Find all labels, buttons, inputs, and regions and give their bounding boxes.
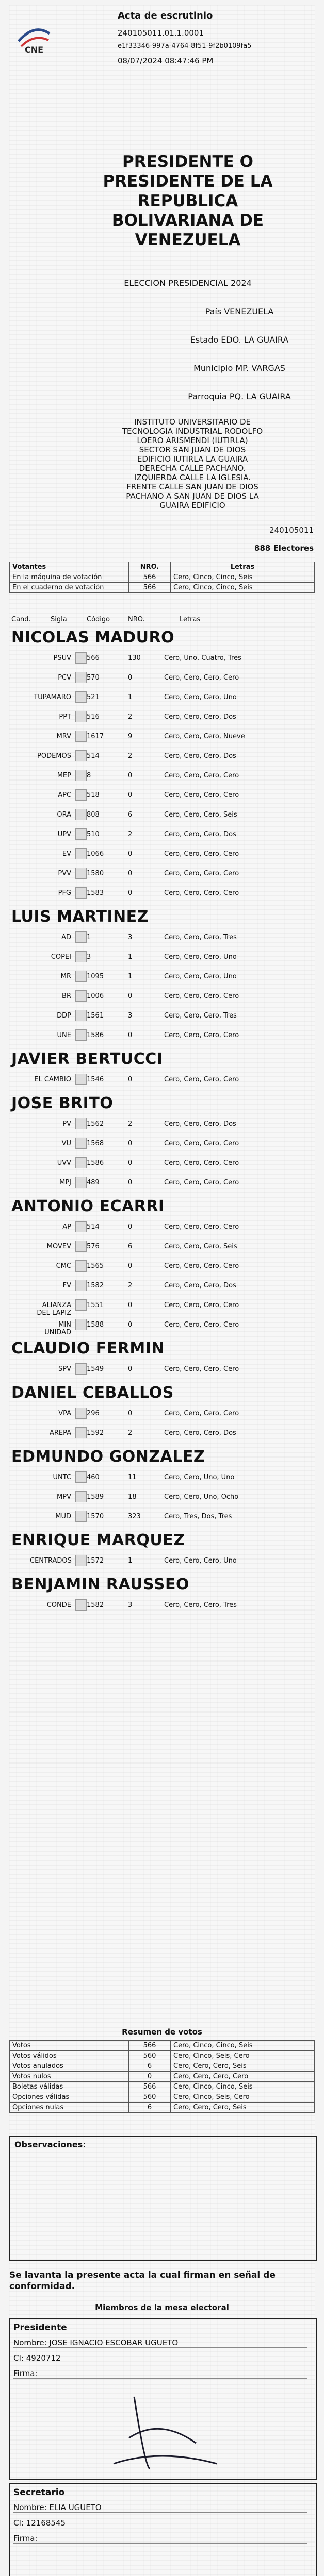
candidate-party-row: MUD 1570 323 Cero, Tres, Dos, Tres [9, 1507, 315, 1527]
signature-ci: CI: 4920712 [13, 2353, 307, 2363]
party-logo-icon [75, 1241, 87, 1252]
table-row: Votos anulados 6 Cero, Cero, Cero, Seis [10, 2061, 315, 2072]
candidate-party-row: SPV 1549 0 Cero, Cero, Cero, Cero [9, 1360, 315, 1380]
voters-table [9, 562, 315, 593]
party-logo-icon [75, 1319, 87, 1330]
candidate-party-row: COPEI 3 1 Cero, Cero, Cero, Uno [9, 948, 315, 968]
candidate-party-row: EL CAMBIO 1546 0 Cero, Cero, Cero, Cero [9, 1071, 315, 1090]
candidate-party-row: PCV 570 0 Cero, Cero, Cero, Cero [9, 669, 315, 688]
signature-role: Presidente [13, 2323, 307, 2333]
parish: Parroquia PQ. LA GUAIRA [188, 392, 291, 401]
document-title: Acta de escrutinio [118, 10, 213, 21]
table-row: Opciones nulas 6 Cero, Cero, Cero, Seis [10, 2103, 315, 2113]
party-logo-icon [75, 848, 87, 859]
candidate-party-row: MR 1095 1 Cero, Cero, Cero, Uno [9, 968, 315, 987]
party-logo-icon [75, 750, 87, 761]
party-logo-icon [75, 1280, 87, 1291]
candidate-party-row: MRV 1617 9 Cero, Cero, Cero, Nueve [9, 727, 315, 747]
candidate-name: JAVIER BERTUCCI [11, 1050, 163, 1068]
acta-code: 240105011.01.1.0001 [118, 28, 204, 38]
voting-center-address: INSTITUTO UNIVERSITARIO DE TECNOLOGIA INDUSTRIAL RODOLFO LOERO ARISMENDI (IUTIRLA) SECTOR SAN JUAN DE DIOS EDIFICIO IUTIRLA LA GUAIRA DERECHA CALLE PACHANO. IZQUIERDA CALLE LA IGLESIA. FRENTE CALLE SAN JUAN DE DIOS PACHANO A SAN JUAN DE DIOS LA GUAIRA EDIFICIO [122, 417, 263, 510]
candidate-party-row: PSUV 566 130 Cero, Uno, Cuatro, Tres [9, 649, 315, 669]
party-logo-icon [75, 1221, 87, 1232]
candidate-party-row: APC 518 0 Cero, Cero, Cero, Cero [9, 786, 315, 806]
candidate-party-row: CENTRADOS 1572 1 Cero, Cero, Cero, Uno [9, 1552, 315, 1571]
candidate-party-row: BR 1006 0 Cero, Cero, Cero, Cero [9, 987, 315, 1007]
party-logo-icon [75, 1177, 87, 1188]
signature-block [9, 2483, 317, 2576]
signature-role: Secretario [13, 2487, 307, 2498]
party-logo-icon [75, 990, 87, 1002]
candidate-party-row: CMC 1565 0 Cero, Cero, Cero, Cero [9, 1257, 315, 1277]
candidate-party-row: UVV 1586 0 Cero, Cero, Cero, Cero [9, 1154, 315, 1174]
party-logo-icon [75, 711, 87, 722]
table-row: Votos nulos 0 Cero, Cero, Cero, Cero [10, 2072, 315, 2082]
candidate-name: DANIEL CEBALLOS [11, 1384, 174, 1402]
party-logo-icon [75, 691, 87, 703]
candidate-party-row: DDP 1561 3 Cero, Cero, Cero, Tres [9, 1007, 315, 1026]
candidate-name: LUIS MARTINEZ [11, 908, 149, 926]
party-logo-icon [75, 789, 87, 801]
candidate-party-row: VPA 296 0 Cero, Cero, Cero, Cero [9, 1404, 315, 1424]
candidate-party-row: PODEMOS 514 2 Cero, Cero, Cero, Dos [9, 747, 315, 767]
candidate-party-row: MIN UNIDAD 1588 0 Cero, Cero, Cero, Cero [9, 1316, 315, 1335]
party-logo-icon [75, 868, 87, 879]
candidate-party-row: ORA 808 6 Cero, Cero, Cero, Seis [9, 806, 315, 825]
handwritten-signature [83, 2551, 237, 2576]
candidate-party-row: PPT 516 2 Cero, Cero, Cero, Dos [9, 708, 315, 727]
signature-firma-label: Firma: [13, 2369, 307, 2379]
candidate-party-row: MPV 1589 18 Cero, Cero, Uno, Ocho [9, 1488, 315, 1507]
candidate-party-row: UNTC 460 11 Cero, Cero, Uno, Uno [9, 1468, 315, 1488]
party-logo-icon [75, 1427, 87, 1438]
party-logo-icon [75, 931, 87, 943]
party-logo-icon [75, 1299, 87, 1311]
candidate-party-row: MPJ 489 0 Cero, Cero, Cero, Cero [9, 1174, 315, 1193]
party-logo-icon [75, 828, 87, 840]
table-row: En el cuaderno de votación 566 Cero, Cinco, Cinco, Seis [10, 583, 315, 593]
candidate-party-row: ALIANZA DEL LAPIZ 1551 0 Cero, Cero, Cero, Cero [9, 1296, 315, 1316]
acta-document [9, 5, 315, 2576]
municipality: Municipio MP. VARGAS [193, 363, 285, 373]
candidates-header: Cand. Sigla Código NRO. Letras [9, 616, 315, 626]
party-logo-icon [75, 809, 87, 820]
closing-text: Se lavanta la presente acta la cual firman en señal de conformidad. [9, 2270, 276, 2292]
acta-uuid: e1f33346-997a-4764-8f51-9f2b0109fa5 [118, 42, 252, 50]
signature-name: Nombre: JOSE IGNACIO ESCOBAR UGUETO [13, 2338, 307, 2348]
table-row: Votos 566 Cero, Cinco, Cinco, Seis [10, 2041, 315, 2051]
candidate-party-row: VU 1568 0 Cero, Cero, Cero, Cero [9, 1134, 315, 1154]
party-logo-icon [75, 770, 87, 781]
party-logo-icon [75, 1471, 87, 1483]
party-logo-icon [75, 887, 87, 899]
electors-count: 888 Electores [254, 544, 314, 553]
candidate-name: NICOLAS MADURO [11, 629, 175, 647]
candidate-party-row: AP 514 0 Cero, Cero, Cero, Cero [9, 1218, 315, 1238]
acta-timestamp: 08/07/2024 08:47:46 PM [118, 56, 214, 65]
candidate-name: CLAUDIO FERMIN [11, 1340, 165, 1358]
candidate-party-row: AD 1 3 Cero, Cero, Cero, Tres [9, 928, 315, 948]
party-logo-icon [75, 1260, 87, 1272]
party-logo-icon [75, 1491, 87, 1502]
party-logo-icon [75, 1138, 87, 1149]
voters-table-header: Votantes NRO. Letras [10, 562, 315, 572]
candidate-name: JOSE BRITO [11, 1094, 114, 1112]
logo-text: CNE [25, 45, 44, 55]
table-row: Opciones válidas 560 Cero, Cinco, Seis, Cero [10, 2092, 315, 2103]
candidate-party-row: CONDE 1582 3 Cero, Cero, Cero, Tres [9, 1596, 315, 1616]
table-row: En la máquina de votación 566 Cero, Cinco, Cinco, Seis [10, 572, 315, 583]
handwritten-signature [83, 2386, 237, 2474]
candidate-party-row: EV 1066 0 Cero, Cero, Cero, Cero [9, 845, 315, 865]
cne-logo [13, 21, 55, 57]
party-logo-icon [75, 1408, 87, 1419]
candidate-party-row: TUPAMARO 521 1 Cero, Cero, Cero, Uno [9, 688, 315, 708]
candidate-name: ENRIQUE MARQUEZ [11, 1531, 185, 1549]
state: Estado EDO. LA GUAIRA [190, 335, 289, 345]
signature-ci: CI: 12168545 [13, 2518, 307, 2528]
party-logo-icon [75, 1010, 87, 1021]
candidate-name: EDMUNDO GONZALEZ [11, 1448, 205, 1466]
party-logo-icon [75, 1511, 87, 1522]
country: País VENEZUELA [205, 307, 274, 316]
candidate-name: BENJAMIN RAUSSEO [11, 1575, 190, 1594]
candidate-party-row: PFG 1583 0 Cero, Cero, Cero, Cero [9, 884, 315, 904]
party-logo-icon [75, 672, 87, 683]
party-logo-icon [75, 731, 87, 742]
candidate-party-row: AREPA 1592 2 Cero, Cero, Cero, Dos [9, 1424, 315, 1444]
party-logo-icon [75, 951, 87, 962]
observations-label: Observaciones: [14, 2140, 86, 2149]
election-name: ELECCION PRESIDENCIAL 2024 [124, 278, 252, 288]
table-row: Votos válidos 560 Cero, Cinco, Seis, Cero [10, 2051, 315, 2061]
party-logo-icon [75, 1363, 87, 1375]
election-title: PRESIDENTE O PRESIDENTE DE LA REPUBLICA BOLIVARIANA DE VENEZUELA [103, 152, 273, 249]
candidate-party-row: PVV 1580 0 Cero, Cero, Cero, Cero [9, 865, 315, 884]
candidate-party-row: PV 1562 2 Cero, Cero, Cero, Dos [9, 1115, 315, 1134]
candidate-party-row: MOVEV 576 6 Cero, Cero, Cero, Seis [9, 1238, 315, 1257]
party-logo-icon [75, 971, 87, 982]
party-logo-icon [75, 652, 87, 664]
candidate-party-row: FV 1582 2 Cero, Cero, Cero, Dos [9, 1277, 315, 1296]
observations-box [9, 2136, 317, 2261]
candidate-party-row: UPV 510 2 Cero, Cero, Cero, Dos [9, 825, 315, 845]
signature-block [9, 2318, 317, 2480]
vote-summary-title: Resumen de votos [122, 2027, 202, 2037]
vote-summary-table [9, 2040, 315, 2113]
party-logo-icon [75, 1599, 87, 1611]
party-logo-icon [75, 1029, 87, 1041]
candidate-party-row: MEP 8 0 Cero, Cero, Cero, Cero [9, 767, 315, 786]
center-code: 240105011 [269, 526, 314, 535]
candidate-name: ANTONIO ECARRI [11, 1197, 165, 1215]
signature-name: Nombre: ELIA UGUETO [13, 2503, 307, 2513]
party-logo-icon [75, 1157, 87, 1168]
members-title: Miembros de la mesa electoral [95, 2303, 229, 2312]
candidate-party-row: UNE 1586 0 Cero, Cero, Cero, Cero [9, 1026, 315, 1046]
table-row: Boletas válidas 566 Cero, Cinco, Cinco, Seis [10, 2082, 315, 2092]
signature-firma-label: Firma: [13, 2534, 307, 2544]
party-logo-icon [75, 1118, 87, 1129]
party-logo-icon [75, 1074, 87, 1085]
party-logo-icon [75, 1555, 87, 1566]
